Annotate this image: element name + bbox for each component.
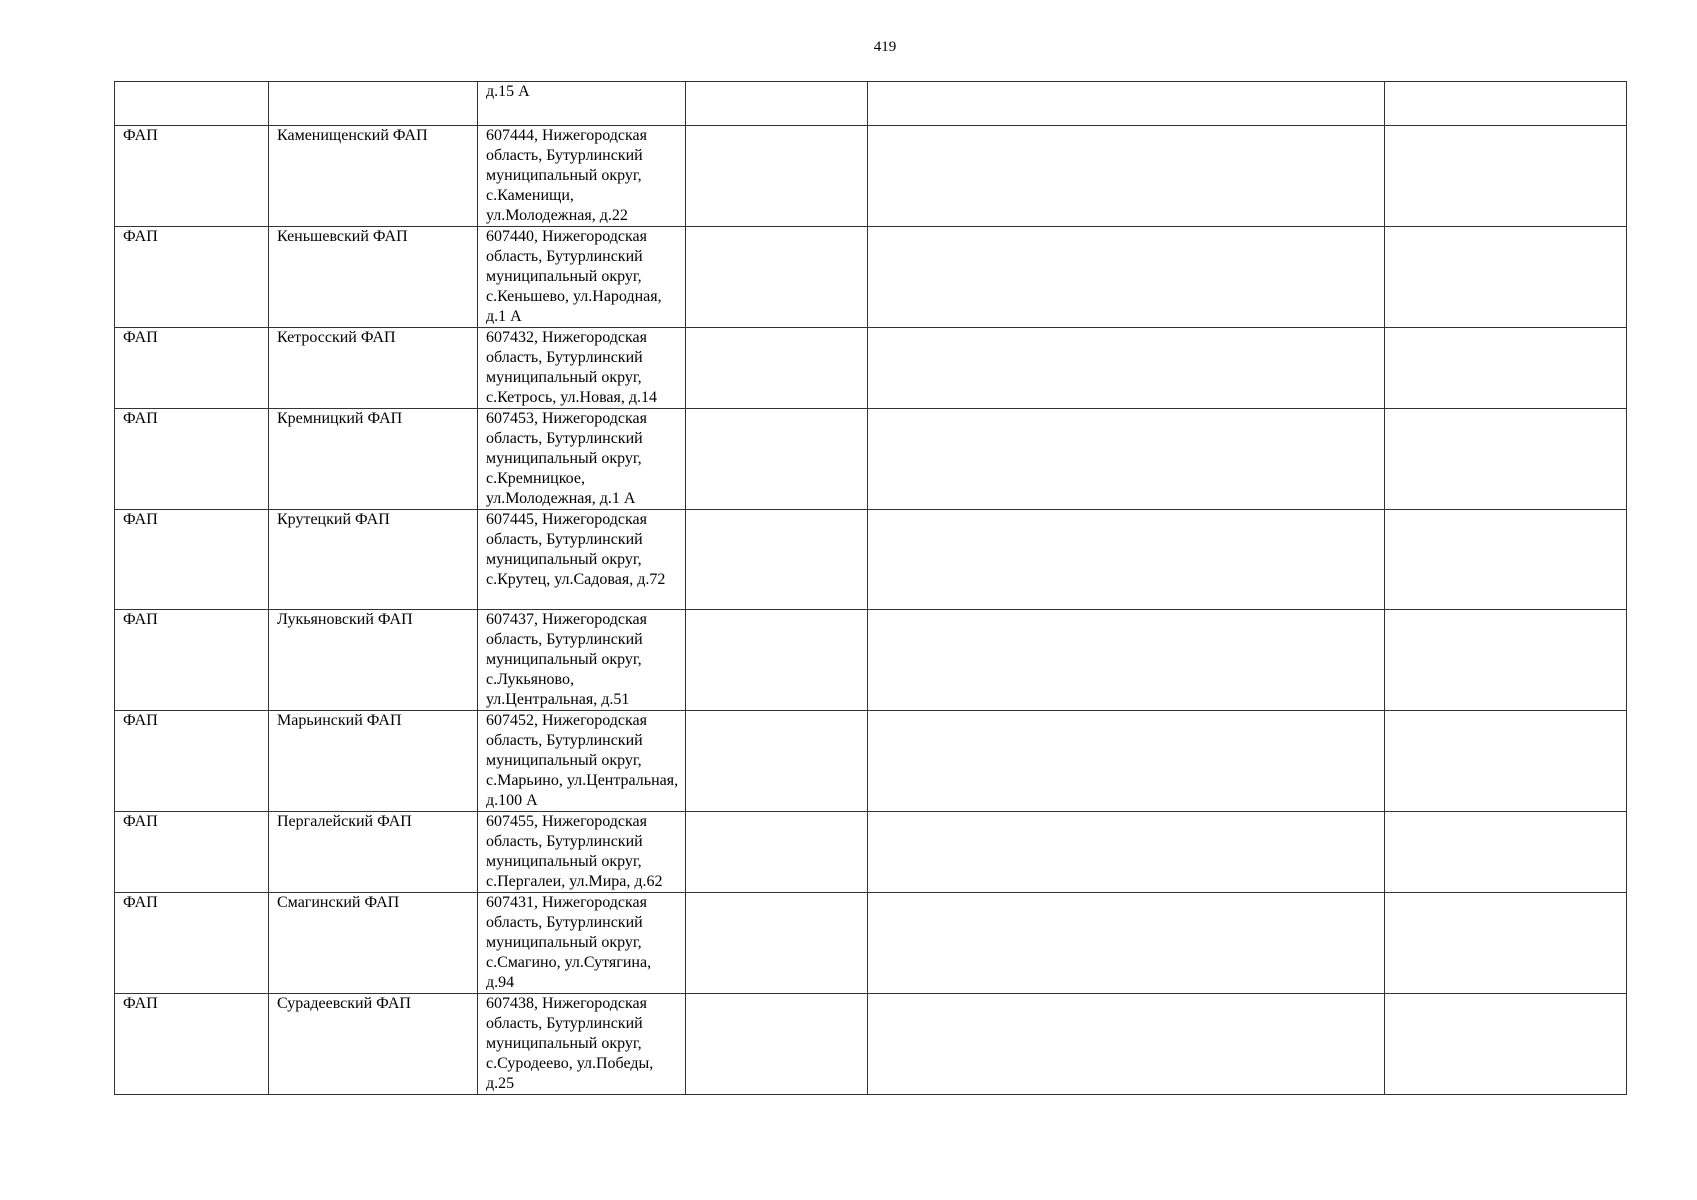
facility-type-cell: ФАП: [115, 227, 269, 328]
table-row: [115, 994, 1627, 1095]
facility-type-cell: ФАП: [115, 812, 269, 893]
table-row: [115, 82, 1627, 126]
facility-address-cell: д.15 А: [478, 82, 686, 126]
empty-cell: [686, 510, 868, 610]
facility-address-cell: 607453, Нижегородская область, Бутурлинский муниципальный округ, с.Кремницкое, ул.Молодежная, д.1 А: [478, 409, 686, 510]
empty-cell: [686, 711, 868, 812]
empty-cell: [868, 711, 1385, 812]
empty-cell: [686, 227, 868, 328]
facility-address-cell: 607432, Нижегородская область, Бутурлинский муниципальный округ, с.Кетрось, ул.Новая, д.14: [478, 328, 686, 409]
facility-address-cell: 607440, Нижегородская область, Бутурлинский муниципальный округ, с.Кеньшево, ул.Народная, д.1 А: [478, 227, 686, 328]
empty-cell: [1385, 893, 1627, 994]
empty-cell: [1385, 409, 1627, 510]
facility-type-cell: [115, 82, 269, 126]
page-number: 419: [873, 39, 897, 55]
facility-address-cell: 607444, Нижегородская область, Бутурлинский муниципальный округ, с.Каменищи, ул.Молодежная, д.22: [478, 126, 686, 227]
empty-cell: [868, 126, 1385, 227]
facility-type-cell: ФАП: [115, 610, 269, 711]
facility-table: [114, 81, 1627, 1095]
facility-type-cell: ФАП: [115, 126, 269, 227]
empty-cell: [686, 610, 868, 711]
facility-type-cell: ФАП: [115, 510, 269, 610]
facility-address-cell: 607431, Нижегородская область, Бутурлинский муниципальный округ, с.Смагино, ул.Сутягина, д.94: [478, 893, 686, 994]
empty-cell: [1385, 227, 1627, 328]
facility-name-cell: Кеньшевский ФАП: [269, 227, 478, 328]
empty-cell: [1385, 994, 1627, 1095]
facility-type-cell: ФАП: [115, 409, 269, 510]
empty-cell: [868, 893, 1385, 994]
empty-cell: [1385, 126, 1627, 227]
facility-name-cell: Кетросский ФАП: [269, 328, 478, 409]
facility-name-cell: Смагинский ФАП: [269, 893, 478, 994]
table-row: [115, 227, 1627, 328]
table-body: [115, 82, 1627, 1095]
empty-cell: [686, 126, 868, 227]
empty-cell: [686, 82, 868, 126]
empty-cell: [868, 610, 1385, 711]
empty-cell: [868, 510, 1385, 610]
empty-cell: [868, 227, 1385, 328]
facility-address-cell: 607452, Нижегородская область, Бутурлинский муниципальный округ, с.Марьино, ул.Центральная, д.100 А: [478, 711, 686, 812]
empty-cell: [686, 409, 868, 510]
empty-cell: [686, 893, 868, 994]
empty-cell: [1385, 510, 1627, 610]
table-row: [115, 812, 1627, 893]
empty-cell: [868, 812, 1385, 893]
empty-cell: [1385, 82, 1627, 126]
facility-address-cell: 607437, Нижегородская область, Бутурлинский муниципальный округ, с.Лукьяново, ул.Центральная, д.51: [478, 610, 686, 711]
facility-name-cell: [269, 82, 478, 126]
empty-cell: [1385, 711, 1627, 812]
table-row: [115, 126, 1627, 227]
table-row: [115, 610, 1627, 711]
table-row: [115, 510, 1627, 610]
table-row: [115, 328, 1627, 409]
empty-cell: [1385, 610, 1627, 711]
empty-cell: [686, 328, 868, 409]
facility-type-cell: ФАП: [115, 328, 269, 409]
empty-cell: [868, 409, 1385, 510]
facility-name-cell: Крутецкий ФАП: [269, 510, 478, 610]
empty-cell: [868, 82, 1385, 126]
facility-type-cell: ФАП: [115, 994, 269, 1095]
facility-address-cell: 607438, Нижегородская область, Бутурлинский муниципальный округ, с.Суродеево, ул.Победы, д.25: [478, 994, 686, 1095]
facility-type-cell: ФАП: [115, 893, 269, 994]
empty-cell: [1385, 812, 1627, 893]
facility-name-cell: Лукьяновский ФАП: [269, 610, 478, 711]
facility-name-cell: Кремницкий ФАП: [269, 409, 478, 510]
facility-name-cell: Пергалейский ФАП: [269, 812, 478, 893]
empty-cell: [686, 994, 868, 1095]
facility-type-cell: ФАП: [115, 711, 269, 812]
facility-name-cell: Сурадеевский ФАП: [269, 994, 478, 1095]
empty-cell: [686, 812, 868, 893]
empty-cell: [1385, 328, 1627, 409]
empty-cell: [868, 328, 1385, 409]
facility-address-cell: 607455, Нижегородская область, Бутурлинский муниципальный округ, с.Пергалеи, ул.Мира, д.62: [478, 812, 686, 893]
table-row: [115, 711, 1627, 812]
table-row: [115, 409, 1627, 510]
facility-address-cell: 607445, Нижегородская область, Бутурлинский муниципальный округ, с.Крутец, ул.Садовая, д.72: [478, 510, 686, 610]
empty-cell: [868, 994, 1385, 1095]
table-row: [115, 893, 1627, 994]
facility-name-cell: Каменищенский ФАП: [269, 126, 478, 227]
facility-name-cell: Марьинский ФАП: [269, 711, 478, 812]
